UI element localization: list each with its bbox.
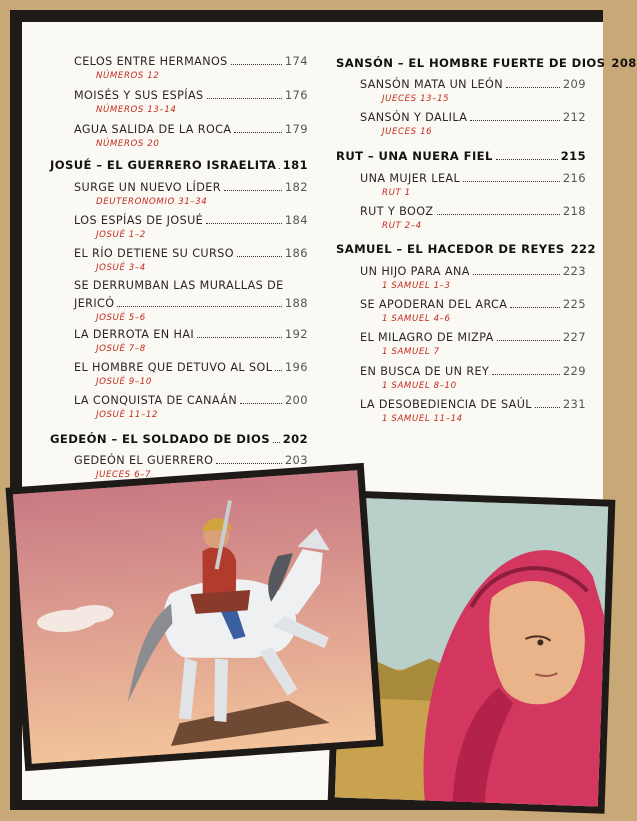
toc-page: 182 [284,180,308,194]
toc-page: 216 [562,171,586,185]
scripture-ref: NÚMEROS 12 [96,71,160,81]
toc-title: MOISÉS Y SUS ESPÍAS [74,89,204,102]
toc-entry[interactable] [50,393,308,420]
illustration-ruth [335,498,608,807]
toc-page: 181 [282,158,308,172]
illustration-gideon [13,470,376,763]
toc-page: 174 [284,54,308,68]
toc-title: SE APODERAN DEL ARCA [360,298,508,311]
toc-entry[interactable] [336,171,586,198]
toc-title: LA DERROTA EN HAI [74,328,195,341]
toc-page: 202 [282,432,308,446]
toc-entry[interactable] [50,54,308,81]
scripture-ref: 1 SAMUEL 4–6 [382,314,451,324]
scripture-ref: JOSUÉ 9–10 [96,377,152,387]
toc-title: RUT Y BOOZ [360,205,434,218]
scripture-ref: JUECES 13–15 [382,94,450,104]
scripture-ref: NÚMEROS 20 [96,139,160,149]
toc-title: CELOS ENTRE HERMANOS [74,55,228,68]
toc-title: GEDEÓN EL GUERRERO [74,454,214,467]
toc-page: 222 [570,242,596,256]
toc-title: SANSÓN Y DALILA [360,111,468,124]
toc-page: 227 [562,330,586,344]
section-title: GEDEÓN – EL SOLDADO DE DIOS [50,432,270,446]
toc-page: 186 [284,246,308,260]
toc-page: 218 [562,204,586,218]
scripture-ref: 1 SAMUEL 1–3 [382,281,451,291]
toc-entry[interactable] [336,264,586,291]
toc-title: EL HOMBRE QUE DETUVO AL SOL [74,361,273,374]
toc-page: 223 [562,264,586,278]
toc-section[interactable] [50,158,308,172]
gideon-artwork [13,470,376,763]
scripture-ref: DEUTERONOMIO 31–34 [96,197,208,207]
toc-page: 200 [284,393,308,407]
scripture-ref: 1 SAMUEL 11–14 [382,414,463,424]
toc-entry[interactable] [336,77,586,104]
toc-title: LA CONQUISTA DE CANAÁN [74,394,238,407]
toc-title: LOS ESPÍAS DE JOSUÉ [74,214,204,227]
section-title: JOSUÉ – EL GUERRERO ISRAELITA [50,158,277,172]
toc-title: JERICÓ [74,297,115,310]
toc-entry[interactable] [50,360,308,387]
toc-entry[interactable] [336,204,586,231]
toc-section[interactable] [336,242,596,256]
scripture-ref: JOSUÉ 11–12 [96,410,158,420]
toc-page: 176 [284,88,308,102]
scripture-ref: RUT 2–4 [382,221,422,231]
toc-page: 179 [284,122,308,136]
toc-page: 212 [562,110,586,124]
toc-entry[interactable] [336,110,586,137]
toc-entry[interactable] [50,246,308,273]
toc-section[interactable] [336,149,586,163]
toc-entry[interactable] [336,364,586,391]
toc-section[interactable] [336,56,637,70]
scripture-ref: JUECES 16 [382,127,433,137]
toc-title: SANSÓN MATA UN LEÓN [360,78,503,91]
toc-title: SURGE UN NUEVO LÍDER [74,181,221,194]
toc-entry[interactable] [336,397,586,424]
toc-page: 209 [562,77,586,91]
scripture-ref: JOSUÉ 3–4 [96,263,146,273]
toc-section[interactable] [50,432,308,446]
toc-page: 184 [284,213,308,227]
scripture-ref: RUT 1 [382,188,411,198]
toc-title: AGUA SALIDA DE LA ROCA [74,123,232,136]
toc-entry[interactable] [50,180,308,207]
toc-title: UNA MUJER LEAL [360,172,461,185]
toc-page: 231 [562,397,586,411]
scripture-ref: JOSUÉ 7–8 [96,344,146,354]
toc-page: 208 [611,56,637,70]
toc-page: 196 [284,360,308,374]
toc-title: LA DESOBEDIENCIA DE SAÚL [360,398,532,411]
scripture-ref: JOSUÉ 5–6 [96,313,146,323]
toc-entry[interactable] [50,279,308,323]
section-title: RUT – UNA NUERA FIEL [336,149,493,163]
section-title: SANSÓN – EL HOMBRE FUERTE DE DIOS [336,56,606,70]
scripture-ref: NÚMEROS 13–14 [96,105,177,115]
toc-page: 203 [284,453,308,467]
ruth-artwork [335,498,608,807]
toc-entry[interactable] [50,213,308,240]
contents-page [22,22,637,800]
toc-page: 215 [560,149,586,163]
toc-title: EN BUSCA DE UN REY [360,365,490,378]
toc-page: 192 [284,327,308,341]
toc-title: UN HIJO PARA ANA [360,265,470,278]
toc-entry[interactable] [50,327,308,354]
scripture-ref: 1 SAMUEL 8–10 [382,381,457,391]
toc-page: 229 [562,364,586,378]
scripture-ref: JOSUÉ 1–2 [96,230,146,240]
toc-entry[interactable] [336,330,586,357]
section-title: SAMUEL – EL HACEDOR DE REYES [336,242,565,256]
scripture-ref: JUECES 6–7 [96,470,152,480]
toc-title: EL RÍO DETIENE SU CURSO [74,247,234,260]
toc-page: 225 [562,297,586,311]
toc-title: EL MILAGRO DE MIZPA [360,331,494,344]
toc-page: 188 [284,296,308,310]
toc-entry[interactable] [50,88,308,115]
toc-title-line1: SE DERRUMBAN LAS MURALLAS DE [74,279,284,292]
toc-entry[interactable] [50,122,308,149]
scripture-ref: 1 SAMUEL 7 [382,347,440,357]
toc-entry[interactable] [336,297,586,324]
